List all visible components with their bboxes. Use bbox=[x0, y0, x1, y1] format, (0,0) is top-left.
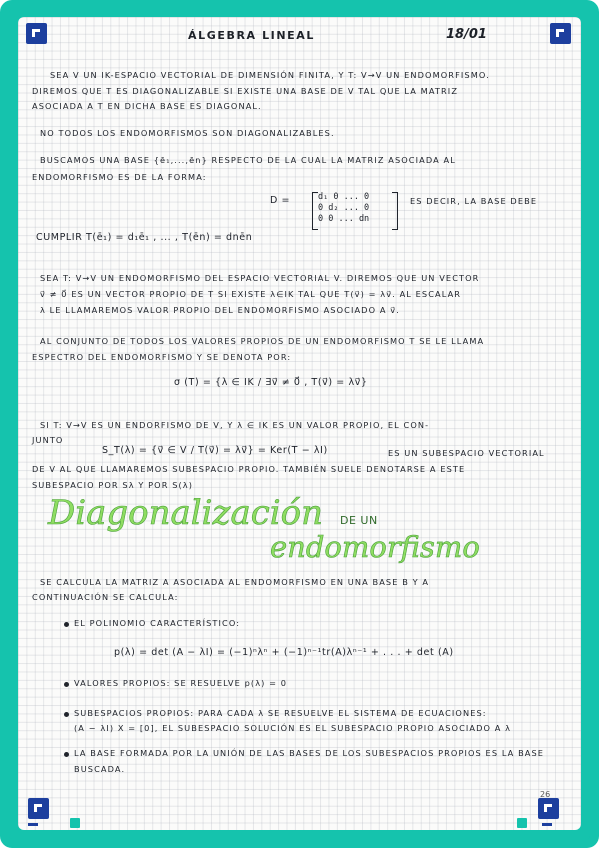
brand-logo-bottom-left bbox=[28, 798, 49, 819]
procedure-intro-line-2: CONTINUACIÓN SE CALCULA: bbox=[32, 592, 179, 602]
marker-dash-left bbox=[28, 823, 38, 826]
eigenvector-def-line-2: v⃗ ≠ 0⃗ ES UN VECTOR PROPIO DE T SI EXISTE λ∈IK TAL QUE T(v⃗) = λv⃗. AL ESCALAR bbox=[40, 289, 462, 299]
section-heading-de-un: DE UN bbox=[340, 514, 378, 527]
eigenvector-def-line-1: SEA T: V→V UN ENDOMORFISMO DEL ESPACIO VECTORIAL V. DIREMOS QUE UN VECTOR bbox=[40, 273, 480, 283]
procedure-intro-line-1: SE CALCULA LA MATRIZ A ASOCIADA AL ENDOMORFISMO EN UNA BASE B Y A bbox=[40, 577, 430, 587]
matrix-row: 0 0 ... dn bbox=[318, 214, 370, 224]
eigenspace-formula: S_T(λ) = {v⃗ ∈ V / T(v⃗) = λv⃗} = Ker(T − λI) bbox=[102, 445, 328, 456]
brand-logo-bottom-right bbox=[538, 798, 559, 819]
page-title: ÁLGEBRA LINEAL bbox=[188, 29, 316, 42]
eigenspace-def-line-3: ES UN SUBESPACIO VECTORIAL bbox=[388, 448, 545, 458]
eigenspace-def-line-4: DE V AL QUE LLAMAREMOS SUBESPACIO PROPIO. TAMBIÉN SUELE DENOTARSE A ESTE bbox=[32, 464, 466, 474]
matrix-label: D = bbox=[270, 195, 291, 206]
matrix-row: 0 d₂ ... 0 bbox=[318, 203, 370, 213]
basis-search-line-2: ENDOMORFISMO ES DE LA FORMA: bbox=[32, 172, 207, 182]
eigenspace-def-line-1: SI T: V→V ES UN ENDORFISMO DE V, Y λ ∈ IK ES UN VALOR PROPIO, EL CON- bbox=[40, 420, 430, 430]
matrix-row: d₁ 0 ... 0 bbox=[318, 192, 370, 202]
eigenspace-def-line-5: SUBESPACIO POR Sλ Y POR S(λ) bbox=[32, 480, 194, 490]
spectrum-def-line-2: ESPECTRO DEL ENDOMORFISMO Y SE DENOTA POR: bbox=[32, 352, 292, 362]
eigenspace-def-line-2: JUNTO bbox=[32, 435, 64, 445]
spectrum-formula: σ (T) = {λ ∈ IK / ∃v⃗ ≠ 0⃗ , T(v⃗) = λv⃗} bbox=[174, 377, 368, 388]
definition-line-3: ASOCIADA A T EN DICHA BASE ES DIAGONAL. bbox=[32, 101, 262, 111]
characteristic-polynomial-formula: p(λ) = det (A − λI) = (−1)ⁿλⁿ + (−1)ⁿ⁻¹tr(A)λⁿ⁻¹ + . . . + det (A) bbox=[114, 647, 454, 658]
spectrum-def-line-1: AL CONJUNTO DE TODOS LOS VALORES PROPIOS DE UN ENDOMORFISMO T SE LE LLAMA bbox=[40, 336, 485, 346]
bullet-eigenvalues: VALORES PROPIOS: SE RESUELVE p(λ) = 0 bbox=[74, 678, 288, 688]
diagonal-matrix bbox=[318, 192, 369, 225]
bullet-marker bbox=[64, 712, 69, 717]
bullet-marker bbox=[64, 682, 69, 687]
basis-search-line-1: BUSCAMOS UNA BASE {ē₁,...,ēn} RESPECTO DE LA CUAL LA MATRIZ ASOCIADA AL bbox=[40, 155, 456, 165]
basis-condition-formula: CUMPLIR T(ē₁) = d₁ē₁ , ... , T(ēn) = dnēn bbox=[36, 232, 253, 243]
bullet-marker bbox=[64, 622, 69, 627]
notebook-page bbox=[18, 17, 581, 830]
page-number: 26 bbox=[540, 790, 551, 799]
bullet-eigenspaces-line-1: SUBESPACIOS PROPIOS: PARA CADA λ SE RESUELVE EL SISTEMA DE ECUACIONES: bbox=[74, 708, 487, 718]
brand-logo-top-left bbox=[26, 23, 47, 44]
bullet-characteristic-polynomial: EL POLINOMIO CARACTERÍSTICO: bbox=[74, 618, 241, 628]
basis-condition-intro: ES DECIR, LA BASE DEBE bbox=[410, 196, 538, 206]
teal-marker-right bbox=[517, 818, 527, 828]
marker-dash-right bbox=[542, 823, 552, 826]
brand-logo-top-right bbox=[550, 23, 571, 44]
teal-marker-left bbox=[70, 818, 80, 828]
definition-line-1: SEA V UN IK-ESPACIO VECTORIAL DE DIMENSIÓN FINITA, Y T: V→V UN ENDOMORFISMO. bbox=[50, 70, 490, 80]
section-heading-endomorfismo: endomorfismo bbox=[270, 530, 480, 564]
bullet-eigenspaces-line-2: (A − λI) X = [0], EL SUBESPACIO SOLUCIÓN ES EL SUBESPACIO PROPIO ASOCIADO A λ bbox=[74, 723, 512, 733]
eigenvector-def-line-3: λ LE LLAMAREMOS VALOR PROPIO DEL ENDOMORFISMO ASOCIADO A v⃗. bbox=[40, 305, 400, 315]
bullet-marker bbox=[64, 752, 69, 757]
section-heading-diagonalizacion: Diagonalización bbox=[48, 493, 324, 533]
page-date: 18/01 bbox=[446, 27, 487, 42]
bullet-basis-line-2: BUSCADA. bbox=[74, 764, 126, 774]
bullet-basis-line-1: LA BASE FORMADA POR LA UNIÓN DE LAS BASES DE LOS SUBESPACIOS PROPIOS ES LA BASE bbox=[74, 748, 545, 758]
definition-line-2: DIREMOS QUE T ES DIAGONALIZABLE SI EXISTE UNA BASE DE V TAL QUE LA MATRIZ bbox=[32, 86, 459, 96]
note-not-all-diagonalizable: NO TODOS LOS ENDOMORFISMOS SON DIAGONALIZABLES. bbox=[40, 128, 335, 138]
